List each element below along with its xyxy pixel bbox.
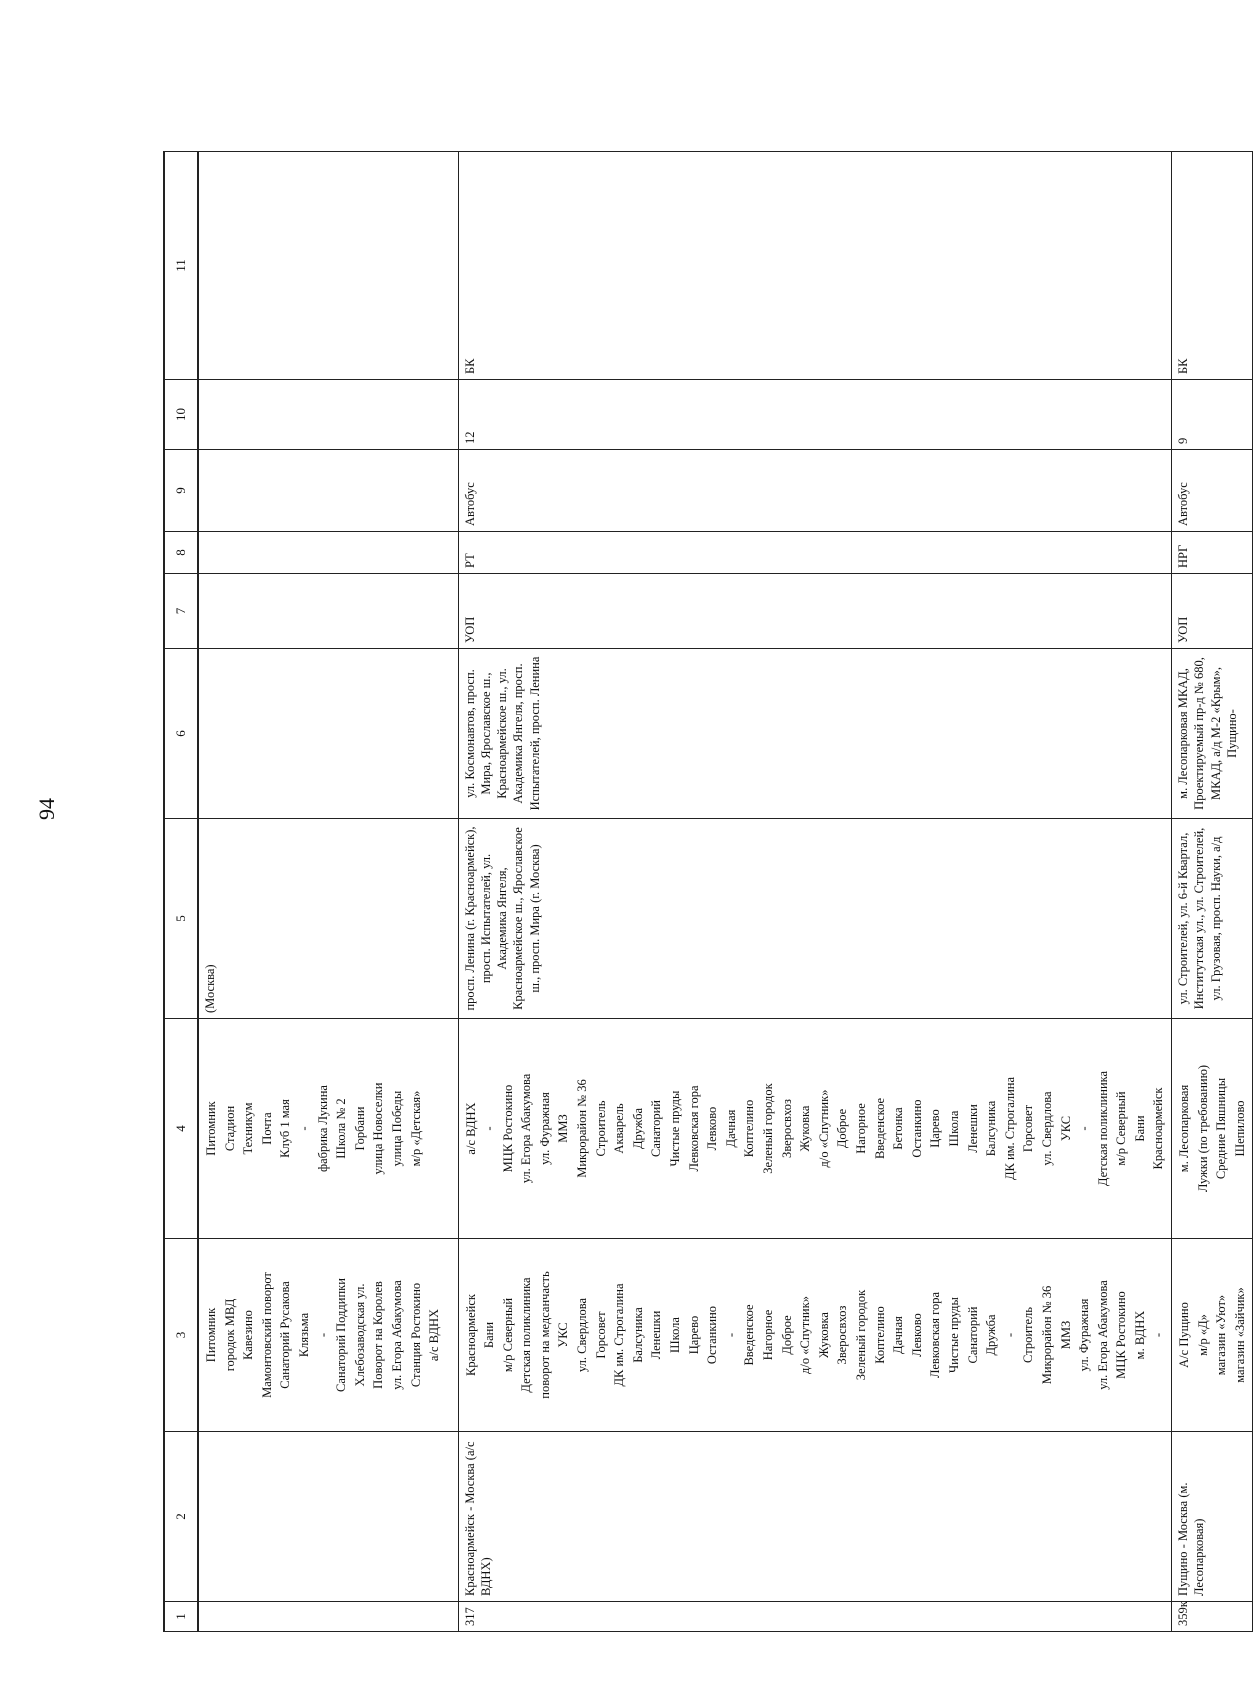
stop-item: м/р Северный — [1114, 1091, 1129, 1166]
class-cell: БК — [458, 152, 1172, 380]
stop-item: МЦК Ростокино — [1114, 1291, 1129, 1379]
stop-item: ДК им. Строгалина — [612, 1283, 627, 1387]
stop-item: Клуб 1 мая — [278, 1099, 293, 1158]
table-row — [1172, 152, 1253, 1632]
stop-item: Горсовет — [593, 1311, 608, 1359]
stop-item: Коптелино — [872, 1306, 887, 1364]
page-number: 94 — [34, 798, 59, 820]
stop-item: Дачная — [723, 1109, 738, 1148]
stop-item: улица Новоселки — [371, 1082, 386, 1175]
stops-forward-cell — [458, 1239, 1172, 1432]
header-cell: 3 — [164, 1239, 198, 1432]
header-cell: 2 — [164, 1432, 198, 1602]
header-row — [164, 152, 198, 1632]
stop-item: Чистые пруды — [668, 1090, 683, 1167]
stop-item: Лужки (по требованию) — [1195, 1064, 1210, 1193]
stop-item: Строитель — [1021, 1307, 1036, 1363]
vehicle-cell — [198, 450, 458, 532]
stop-item: ММЗ — [556, 1114, 571, 1143]
stop-item: Доброе — [779, 1315, 794, 1355]
stop-item: - — [1077, 1126, 1092, 1131]
streets-forward-cell: ул. Строителей, ул. 6-й Квартал, Институтская ул., ул. Строителей, ул. Грузовая, просп. Науки, а/д — [1172, 819, 1253, 1019]
stop-item: Царево — [686, 1315, 701, 1355]
table-row — [458, 152, 1172, 1632]
stop-item: Нагорное — [853, 1103, 868, 1154]
stop-item: Балсуника — [984, 1100, 999, 1157]
stop-item: Зверосвхоз — [779, 1099, 794, 1158]
stop-item: Клязьма — [296, 1312, 311, 1358]
stop-item: Балсуника — [630, 1307, 645, 1363]
stops-forward-list — [202, 1244, 444, 1426]
stop-item: Введенское — [742, 1304, 757, 1366]
route-number-cell: 317 — [458, 1602, 1172, 1632]
stop-item: Школа № 2 — [334, 1098, 349, 1159]
stop-item: Жуковка — [816, 1312, 831, 1358]
stop-item: Строитель — [593, 1100, 608, 1157]
stop-item: Стадион — [222, 1105, 237, 1152]
stops-forward-cell — [1172, 1239, 1253, 1432]
streets-forward-cell: (Москва) — [198, 819, 458, 1019]
route-name-cell: Пущино - Москва (м. Лесопарковая) — [1172, 1432, 1253, 1602]
stop-item: Левковская гора — [928, 1291, 943, 1379]
stop-item: ДК им. Строгалина — [1002, 1076, 1017, 1181]
stop-item: Левковская гора — [686, 1085, 701, 1172]
stop-item: м. ВДНХ — [1132, 1310, 1147, 1360]
stop-item: Микрорайон № 36 — [1039, 1285, 1054, 1385]
stop-item: а/с ВДНХ — [427, 1308, 442, 1362]
header-cell: 11 — [164, 152, 198, 380]
stop-item: Дружба — [984, 1314, 999, 1356]
stop-item: Чистые пруды — [946, 1297, 961, 1373]
stop-item: Санаторий — [965, 1306, 980, 1364]
stop-item: Коптелино — [742, 1099, 757, 1158]
stops-backward-list — [1175, 1024, 1249, 1233]
header-cell: 4 — [164, 1019, 198, 1239]
stop-item: д/о «Спутник» — [798, 1296, 813, 1374]
stops-backward-list — [202, 1024, 425, 1233]
stop-item: фабрика Лукина — [315, 1085, 330, 1172]
header-cell: 1 — [164, 1602, 198, 1632]
streets-forward-cell: просп. Ленина (г. Красноармейск), просп. Испытателей, ул. Академика Янгеля, Красноармейское ш., Ярославское ш., просп. Мира (г. Москва) — [458, 819, 1172, 1019]
stop-item: ММЗ — [1058, 1320, 1073, 1350]
stop-item: поворот на медсанчасть — [537, 1271, 552, 1399]
stops-backward-cell — [458, 1019, 1172, 1239]
stop-item: - — [296, 1126, 311, 1131]
stop-item: МЦК Ростокино — [500, 1084, 515, 1173]
vehicle-cell: Автобус — [458, 450, 1172, 532]
stop-item: Горсовет — [1021, 1104, 1036, 1153]
header-cell: 8 — [164, 532, 198, 574]
stop-item: Бетонка — [891, 1107, 906, 1150]
stop-item: Останкино — [909, 1099, 924, 1158]
stop-item: Останкино — [705, 1305, 720, 1365]
stop-item: Детская поликлиника — [1095, 1070, 1110, 1187]
stop-item: Детская поликлиника — [519, 1277, 534, 1393]
stop-item: Станция Ростокино — [408, 1282, 423, 1388]
stop-item: магазин «Уют» — [1214, 1294, 1229, 1376]
route-name-cell: Красноармейск - Москва (а/с ВДНХ) — [458, 1432, 1172, 1602]
stops-forward-list — [1175, 1244, 1249, 1426]
stop-item: - — [482, 1126, 497, 1131]
stop-item: м/р «Д» — [1195, 1314, 1210, 1356]
stop-item: УКС — [1058, 1115, 1073, 1142]
class-cell: БК — [1172, 152, 1253, 380]
streets-backward-cell: ул. Космонавтов, просп. Мира, Ярославское ш., Красноармейское ш., ул. Академика Янгеля, просп. Испытателей, просп. Ленина — [458, 649, 1172, 819]
stop-item: Левково — [705, 1106, 720, 1151]
stop-item: - — [315, 1332, 330, 1338]
route-name-cell — [198, 1432, 458, 1602]
stop-item: Жуковка — [798, 1105, 813, 1152]
stop-item: Санаторий — [649, 1100, 664, 1157]
stop-item: Микрорайон № 36 — [575, 1079, 590, 1178]
stop-item: Хлебозаводская ул. — [352, 1283, 367, 1387]
stop-item: Акварель — [612, 1103, 627, 1154]
stop-item: Питомник — [204, 1101, 218, 1156]
stop-item: а/с ВДНХ — [463, 1102, 478, 1155]
stop-item: Санаторий Поддипки — [334, 1278, 349, 1392]
vehicle-cell: Автобус — [1172, 450, 1253, 532]
stop-item: Техникум — [241, 1102, 256, 1155]
stop-item: Бани — [482, 1321, 497, 1349]
stop-item: ул. Фуражная — [537, 1092, 552, 1165]
route-number-cell — [198, 1602, 458, 1632]
stop-item: Школа — [668, 1317, 683, 1353]
tariff-cell — [198, 532, 458, 574]
count-cell: 12 — [458, 380, 1172, 450]
stops-forward-cell — [198, 1239, 458, 1432]
stop-item: Санаторий Русакова — [278, 1281, 293, 1389]
streets-backward-cell: м. Лесопарковая МКАД, Проектируемый пр-д № 680, МКАД, а/д М-2 «Крым», Пущино- — [1172, 649, 1253, 819]
stop-item: ул. Егора Абакумова — [389, 1280, 404, 1390]
stop-type-cell — [198, 574, 458, 649]
stop-item: Школа — [946, 1110, 961, 1147]
stop-item: Зверосвхоз — [835, 1305, 850, 1365]
table-row-continued — [198, 152, 458, 1632]
header-cell: 10 — [164, 380, 198, 450]
stop-item: ул. Свердлова — [1039, 1091, 1054, 1166]
stop-item: ул. Фуражная — [1077, 1298, 1092, 1372]
header-cell: 5 — [164, 819, 198, 1019]
stop-item: Бани — [1132, 1115, 1147, 1142]
stop-item: А/с Пущино — [1177, 1302, 1192, 1368]
stop-item: Дачная — [891, 1316, 906, 1354]
stop-item: Красноармейск — [1151, 1087, 1166, 1170]
route-register-table — [163, 151, 1253, 1632]
stop-item: городок МВД — [222, 1298, 237, 1372]
stops-backward-list — [462, 1024, 1169, 1233]
route-number-cell: 359к — [1172, 1602, 1253, 1632]
stop-item: м/р Северный — [500, 1297, 515, 1373]
stop-item: - — [1151, 1332, 1166, 1338]
stop-item: Красноармейск — [463, 1294, 478, 1377]
stop-item: Ленешки — [965, 1104, 980, 1153]
stop-item: - — [723, 1332, 738, 1338]
tariff-cell: НРГ — [1172, 532, 1253, 574]
stops-backward-cell — [1172, 1019, 1253, 1239]
stop-item: - — [1002, 1332, 1017, 1338]
stop-item: м. Лесопарковая — [1177, 1084, 1192, 1173]
streets-backward-cell — [198, 649, 458, 819]
stop-item: Поворот на Королев — [371, 1281, 386, 1389]
stop-item: Нагорное — [761, 1309, 775, 1361]
stop-item: Питомник — [204, 1307, 218, 1363]
stop-item: Ленешки — [649, 1310, 664, 1360]
stop-item: Введенское — [872, 1097, 887, 1160]
stop-item: Зеленый городок — [853, 1289, 868, 1381]
stop-item: м/р «Детская» — [408, 1090, 423, 1167]
stop-item: магазин «Зайчик» — [1232, 1287, 1247, 1383]
stop-item: Царево — [928, 1109, 943, 1148]
stop-item: Дружба — [630, 1107, 645, 1150]
stop-item: Кавезино — [241, 1310, 256, 1360]
stops-backward-cell — [198, 1019, 458, 1239]
stop-item: улица Победы — [389, 1090, 404, 1167]
stop-item: Средние Пяшницы — [1214, 1077, 1229, 1180]
stop-type-cell: УОП — [458, 574, 1172, 649]
header-cell: 6 — [164, 649, 198, 819]
stop-item: д/о «Спутник» — [816, 1089, 831, 1168]
stop-item: Левково — [909, 1313, 924, 1357]
stop-item: Шепилово — [1232, 1100, 1247, 1157]
stop-type-cell: УОП — [1172, 574, 1253, 649]
count-cell: 9 — [1172, 380, 1253, 450]
route-register-sheet — [163, 152, 1247, 1632]
stop-item: ул. Свердлова — [575, 1297, 590, 1373]
stop-item: Мамонтовский поворот — [259, 1272, 274, 1398]
header-cell: 9 — [164, 450, 198, 532]
stop-item: Доброе — [835, 1108, 850, 1149]
stop-item: Почта — [259, 1112, 274, 1145]
class-cell — [198, 152, 458, 380]
stop-item: ул. Егора Абакумова — [519, 1073, 534, 1184]
stop-item: Зеленый городок — [761, 1083, 775, 1174]
tariff-cell: РТ — [458, 532, 1172, 574]
stop-item: УКС — [556, 1322, 571, 1348]
stop-item: Горбани — [352, 1106, 367, 1151]
header-cell: 7 — [164, 574, 198, 649]
stops-forward-list — [462, 1244, 1169, 1426]
stop-item: ул. Егора Абакумова — [1095, 1280, 1110, 1390]
count-cell — [198, 380, 458, 450]
